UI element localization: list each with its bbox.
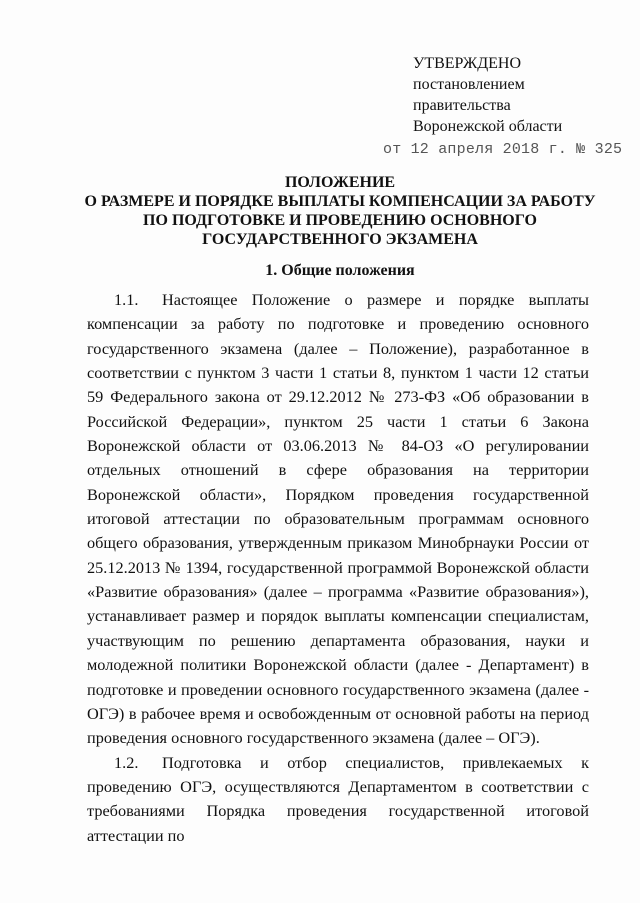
approval-title: УТВЕРЖДЕНО — [413, 55, 522, 72]
paragraph — [87, 751, 589, 848]
section-heading: 1. Общие положения — [265, 262, 415, 279]
paragraph — [87, 288, 589, 751]
approval-block — [383, 53, 623, 160]
approval-line: постановлением — [413, 76, 525, 93]
paragraph-number: 1.2. — [114, 752, 139, 772]
paragraph-text: Настоящее Положение о размере и порядке выплаты компенсации за работу по подготовке и проведению основного государственного экзамена (далее – Положение), разработанное в соответствии с пунктом 3 части 1 статьи 8, пунктом 1 части 12 статьи 59 Федерального закона от 29.12.2012 № 273-ФЗ «Об образовании в Российской Федерации», пунктом 25 части 1 статьи 6 Закона Воронежской области от 03.06.2013 № 84-ОЗ «О регулировании отдельных отношений в сфере образования на территории Воронежской области», Порядком проведения государственной итоговой аттестации по образовательным программам основного общего образования, утвержденным приказом Минобрнауки России от 25.12.2013 № 1394, государственной программой Воронежской области «Развитие образования» (далее – программа «Развитие образования»), устанавливает размер и порядок выплаты компенсации специалистам, участвующим по решению департамента образования, науки и молодежной политики Воронежской области (далее - Департамент) в подготовке и проведении основного государственного экзамена (далее - ОГЭ) в рабочее время и освобожденным от основной работы на период проведения основного государственного экзамена (далее – ОГЭ). — [87, 290, 589, 748]
document-body — [87, 288, 589, 848]
title-line: ПОЛОЖЕНИЕ — [284, 174, 396, 191]
paragraph-number: 1.1. — [114, 290, 139, 309]
title-line: ПО ПОДГОТОВКЕ И ПРОВЕДЕНИЮ ОСНОВНОГО — [143, 212, 537, 229]
title-line: ГОСУДАРСТВЕННОГО ЭКЗАМЕНА — [202, 231, 478, 248]
document-title — [60, 173, 620, 249]
approval-line: Воронежской области — [413, 118, 563, 135]
approval-line: правительства — [413, 97, 511, 114]
date-number-stamp: от 12 апреля 2018 г. № 325 — [383, 141, 623, 158]
paragraph-text: Подготовка и отбор специалистов, привлекаемых к проведению ОГЭ, осуществляются Департаментом в соответствии с требованиями Порядка проведения государственной итоговой аттестации по — [87, 752, 589, 845]
title-line: О РАЗМЕРЕ И ПОРЯДКЕ ВЫПЛАТЫ КОМПЕНСАЦИИ ЗА РАБОТУ — [84, 193, 596, 210]
